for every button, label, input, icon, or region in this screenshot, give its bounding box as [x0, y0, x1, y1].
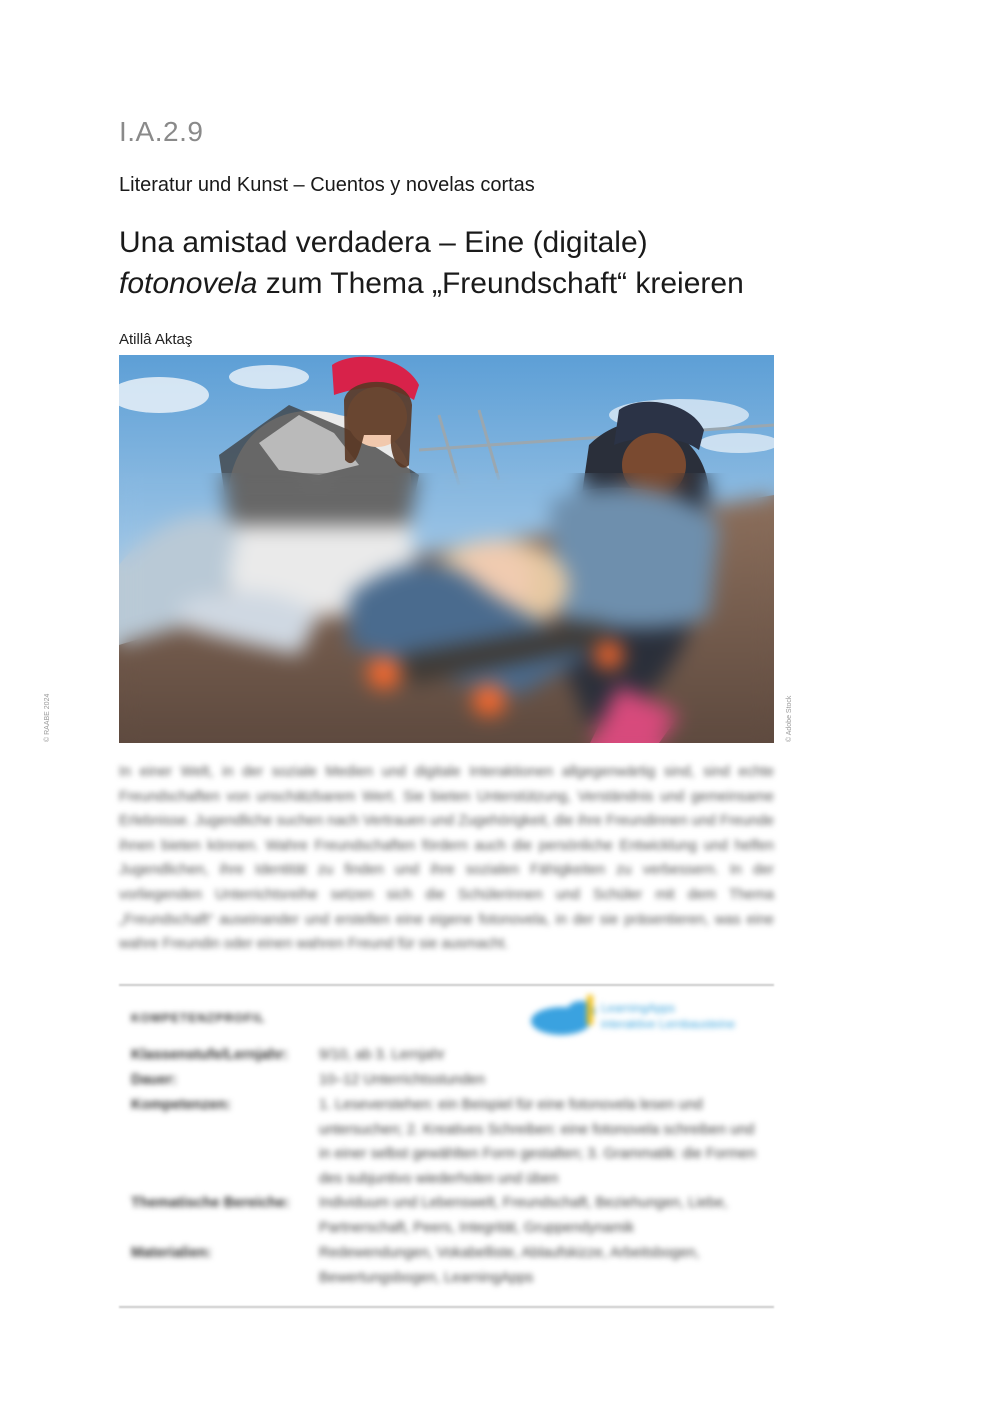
profile-row-value: Individuum und Lebenswelt, Freundschaft, Beziehungen, Liebe, Partnerschaft, Peers, Integrität, Gruppendynamik: [319, 1195, 728, 1236]
profile-row-value: Redewendungen, Vokabelliste, Ablaufskizze, Arbeitsbogen, Bewertungsbogen, LearningApps: [319, 1245, 700, 1286]
document-title: [119, 222, 819, 304]
title-line-2-rest: zum Thema „Freundschaft“ kreieren: [257, 267, 744, 300]
copyright-note-right: © Adobe Stock: [786, 695, 793, 742]
competence-profile: [119, 995, 774, 1295]
title-italic-word: fotonovela: [119, 267, 258, 300]
profile-row-key: Materialien:: [131, 1245, 212, 1261]
series-subtitle: Literatur und Kunst – Cuentos y novelas cortas: [119, 174, 535, 196]
photo-blur-overlay: [119, 473, 774, 743]
profile-row-value: 1. Leseverstehen: ein Beispiel für eine fotonovela lesen und untersuchen; 2. Kreatives Schreiben: eine fotonovela schreiben und in einer selbst gewählten Form gestalten; 3. Grammatik: die Formen des subjuntivo wiederholen und üben: [319, 1097, 756, 1187]
logo-line-1: LearningApps: [601, 1001, 676, 1015]
divider-bottom: [119, 1306, 774, 1308]
divider-top: [119, 984, 774, 986]
logo-line-2: interaktive Lernbausteine: [601, 1017, 736, 1031]
profile-row-key: Thematische Bereiche:: [131, 1195, 290, 1211]
unit-code: I.A.2.9: [119, 116, 204, 147]
title-line-1: Una amistad verdadera – Eine (digitale): [119, 226, 648, 259]
learningapps-logo-icon: [529, 993, 599, 1038]
profile-row-value: 9/10, ab 3. Lernjahr: [319, 1047, 445, 1063]
cover-photo: [119, 355, 774, 743]
title-line-2: [119, 263, 819, 304]
copyright-note-left: © RAABE 2024: [44, 693, 51, 742]
profile-row-key: Klassenstufe/Lernjahr:: [131, 1047, 289, 1063]
profile-heading: KOMPETENZPROFIL: [131, 1011, 266, 1025]
learningapps-logo: [529, 993, 774, 1038]
profile-row-key: Dauer:: [131, 1072, 177, 1088]
profile-row-value: 10–12 Unterrichtsstunden: [319, 1072, 486, 1088]
author-name: Atillâ Aktaş: [119, 331, 193, 348]
profile-row-key: Kompetenzen:: [131, 1097, 231, 1113]
intro-paragraph: In einer Welt, in der soziale Medien und digitale Interaktionen allgegenwärtig sind, sind echte Freundschaften von unschätzbarem Wert. Sie bieten Unterstützung, Verständnis und gemeinsame Erlebnisse. Jugendliche suchen nach Vertrauen und Zugehörigkeit, die ihre Freundinnen und Freunde ihnen bieten können. Wahre Freundschaften fördern auch die persönliche Entwicklung und helfen Jugendlichen, ihre Identität zu finden und ihre sozialen Fähigkeiten zu verbessern. In der vorliegenden Unterrichtsreihe setzen sich die Schülerinnen und Schüler mit dem Thema „Freundschaft“ auseinander und erstellen eine eigene fotonovela, in der sie präsentieren, was eine wahre Freundin oder einen wahren Freund für sie ausmacht.: [119, 764, 774, 953]
